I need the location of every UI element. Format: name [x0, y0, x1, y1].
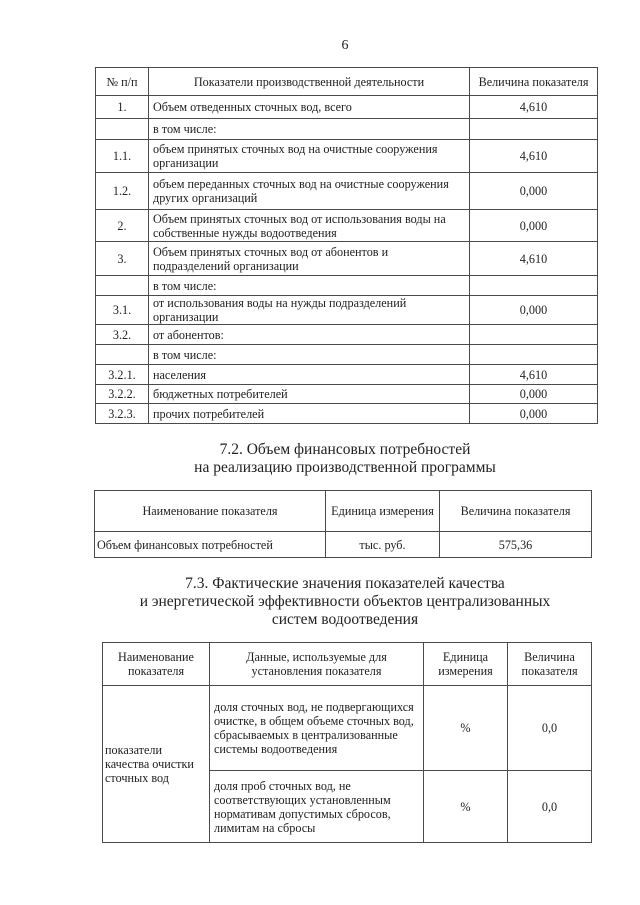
row-number: [96, 119, 149, 140]
row-data: доля сточных вод, не подвергающихся очистке, в общем объеме сточных вод, сбрасываемых в централизованные системы водоотведения: [210, 686, 424, 771]
row-name: Объем финансовых потребностей: [95, 532, 326, 558]
header-unit: Единица измерения: [424, 643, 508, 686]
table-row: [96, 140, 598, 173]
header-indicator-name: Наименование показателя: [95, 491, 326, 532]
section-7-2-title: [0, 441, 640, 477]
page-number: 6: [341, 38, 349, 53]
row-number: 1.2.: [96, 173, 149, 210]
header-value: Величина показателя: [440, 491, 592, 532]
row-number: [96, 345, 149, 365]
row-name: бюджетных потребителей: [149, 385, 470, 404]
row-name: Объем отведенных сточных вод, всего: [149, 96, 470, 119]
row-value: 0,000: [470, 173, 598, 210]
row-number: 3.2.1.: [96, 365, 149, 385]
header-unit: Единица измерения: [326, 491, 440, 532]
table-row: [96, 404, 598, 424]
header-indicator-name: Наименование показателя: [103, 643, 210, 686]
row-value: [470, 345, 598, 365]
row-value: [470, 276, 598, 296]
row-number: 3.2.2.: [96, 385, 149, 404]
row-unit: %: [424, 771, 508, 843]
section-7-3-title-line2: и энергетической эффективности объектов централизованных: [139, 593, 551, 610]
section-7-3-title-line3: систем водоотведения: [271, 611, 419, 628]
header-indicator: Показатели производственной деятельности: [149, 68, 470, 96]
table-header-row: [103, 643, 592, 686]
row-number: 2.: [96, 210, 149, 242]
row-value: 4,610: [470, 242, 598, 276]
row-number: 3.2.3.: [96, 404, 149, 424]
table-row: [96, 365, 598, 385]
row-name: Объем принятых сточных вод от использования воды на собственные нужды водоотведения: [149, 210, 470, 242]
row-value: 0,000: [470, 296, 598, 325]
table-row: [96, 345, 598, 365]
table-row: [96, 296, 598, 325]
row-value: 0,000: [470, 385, 598, 404]
row-name: в том числе:: [149, 119, 470, 140]
row-name: объем принятых сточных вод на очистные сооружения организации: [149, 140, 470, 173]
section-7-2-title-line1: 7.2. Объем финансовых потребностей: [219, 441, 471, 458]
row-name: в том числе:: [149, 345, 470, 365]
row-value: 4,610: [470, 140, 598, 173]
header-data-used: Данные, используемые для установления показателя: [210, 643, 424, 686]
table-row: [96, 173, 598, 210]
table-row: [96, 385, 598, 404]
header-number: № п/п: [96, 68, 149, 96]
row-value: [470, 119, 598, 140]
row-name: Объем принятых сточных вод от абонентов и подразделений организации: [149, 242, 470, 276]
row-value: 4,610: [470, 96, 598, 119]
table-header-row: [96, 68, 598, 96]
row-number: [96, 276, 149, 296]
row-value: 0,000: [470, 404, 598, 424]
row-name: от использования воды на нужды подразделений организации: [149, 296, 470, 325]
row-name: прочих потребителей: [149, 404, 470, 424]
table-row: [96, 325, 598, 345]
row-unit: %: [424, 686, 508, 771]
row-number: 1.: [96, 96, 149, 119]
header-value: Величина показателя: [508, 643, 592, 686]
table-row: [96, 119, 598, 140]
table-row: [96, 210, 598, 242]
row-value: 0,0: [508, 771, 592, 843]
row-name: в том числе:: [149, 276, 470, 296]
row-name: объем переданных сточных вод на очистные сооружения других организаций: [149, 173, 470, 210]
table-row: [96, 276, 598, 296]
group-name: показатели качества очистки сточных вод: [103, 686, 210, 843]
row-name: от абонентов:: [149, 325, 470, 345]
row-unit: тыс. руб.: [326, 532, 440, 558]
section-7-3-title-line1: 7.3. Фактические значения показателей качества: [185, 575, 505, 592]
financial-needs-table: [94, 490, 592, 558]
section-7-3-title: [0, 575, 640, 629]
row-number: 1.1.: [96, 140, 149, 173]
row-name: населения: [149, 365, 470, 385]
header-value: Величина показателя: [470, 68, 598, 96]
row-number: 3.1.: [96, 296, 149, 325]
table-row: [96, 96, 598, 119]
table-row: [95, 532, 592, 558]
quality-indicators-table: [102, 642, 592, 843]
row-data: доля проб сточных вод, не соответствующих установленным нормативам допустимых сбросов, лимитам на сбросы: [210, 771, 424, 843]
row-value: 0,000: [470, 210, 598, 242]
production-indicators-table: [95, 67, 598, 424]
row-number: 3.2.: [96, 325, 149, 345]
row-value: 575,36: [440, 532, 592, 558]
row-value: 4,610: [470, 365, 598, 385]
table-header-row: [95, 491, 592, 532]
table-row: [103, 686, 592, 771]
row-number: 3.: [96, 242, 149, 276]
row-value: [470, 325, 598, 345]
table-row: [96, 242, 598, 276]
section-7-2-title-line2: на реализацию производственной программы: [194, 459, 496, 476]
row-value: 0,0: [508, 686, 592, 771]
